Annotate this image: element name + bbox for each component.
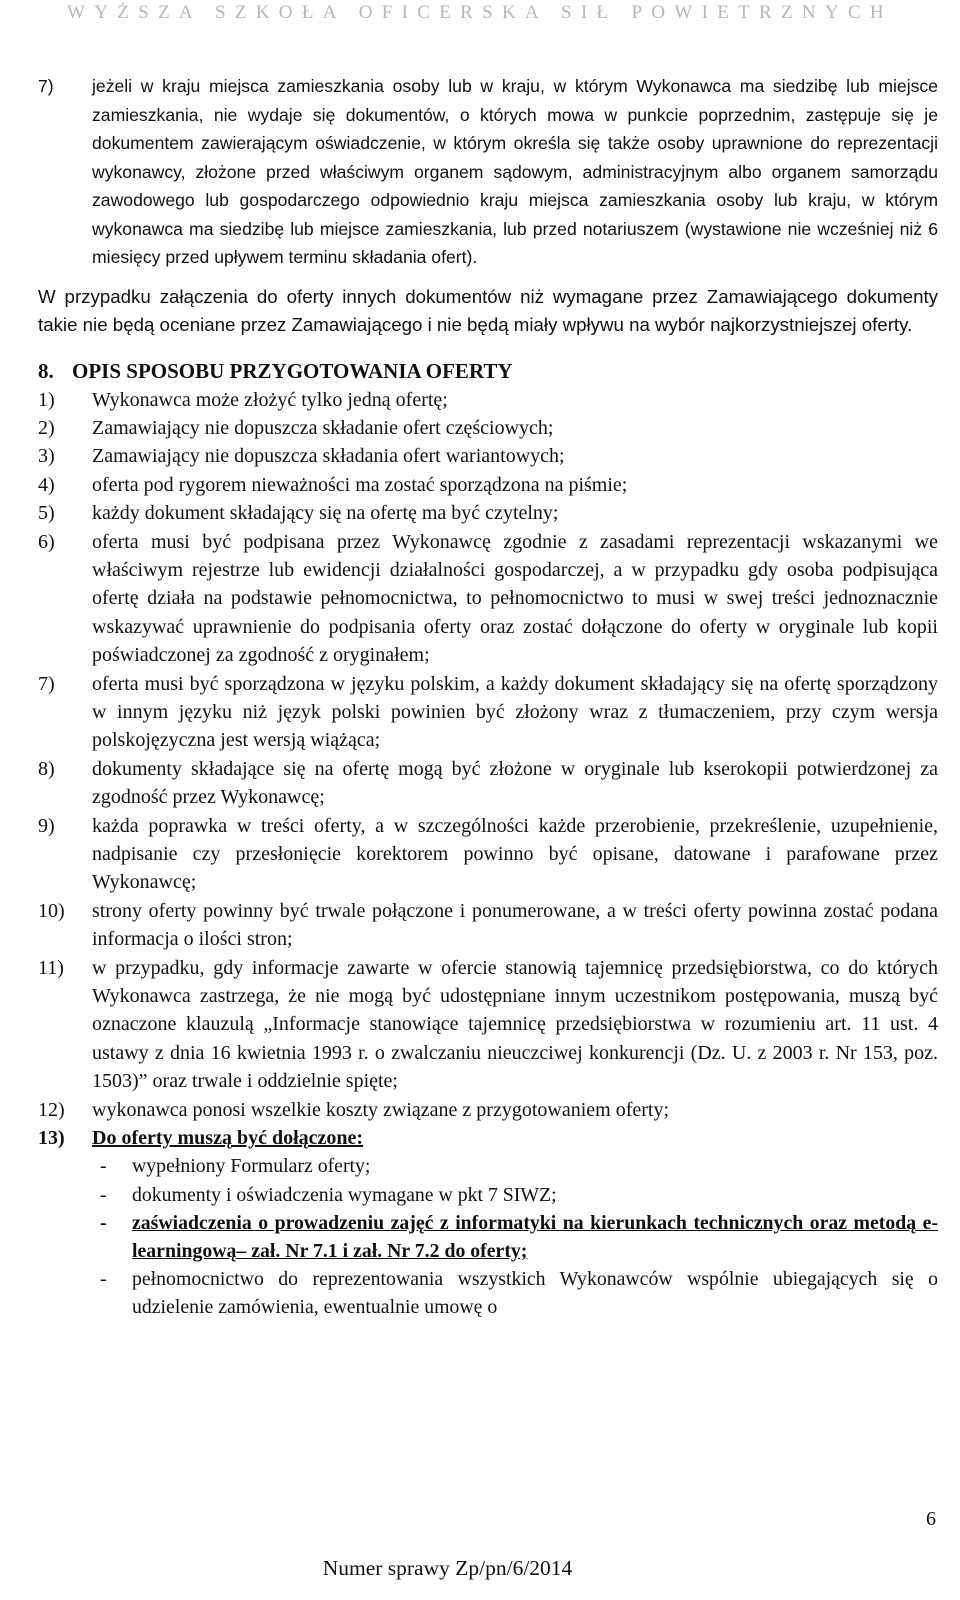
- section-heading: [38, 356, 938, 386]
- page-header: WYŻSZA SZKOŁA OFICERSKA SIŁ POWIETRZNYCH: [67, 2, 893, 23]
- list-text: oferta musi być podpisana przez Wykonawcę zgodnie z zasadami reprezentacji wskazanymi we właściwym rejestrze lub ewidencji działalności gospodarczej, a w przypadku gdy osoba podpisująca ofertę działa na podstawie pełnomocnictwa, to pełnomocnictwo to musi w swej treści jednoznacznie wskazywać uprawnienie do podpisania oferty oraz zostać dołączone do oferty w oryginale lub kopii poświadczonej za zgodność z oryginałem;: [92, 530, 938, 667]
- list-text: w przypadku, gdy informacje zawarte w ofercie stanowią tajemnicę przedsiębiorstwa, co do których Wykonawca zastrzega, że nie mogą być udostępniane innym uczestnikom postępowania, muszą być oznaczone klauzulą „Informacje stanowiące tajemnicę przedsiębiorstwa w rozumieniu art. 11 ust. 4 ustawy z dnia 16 kwietnia 1993 r. o zwalczaniu nieuczciwej konkurencji (Dz. U. z 2003 r. Nr 153, poz. 1503)” oraz trwale i oddzielnie spięte;: [92, 956, 938, 1093]
- list-number: 10): [38, 899, 65, 922]
- section-title: OPIS SPOSOBU PRZYGOTOWANIA OFERTY: [72, 358, 513, 383]
- list-item-3: [38, 442, 938, 470]
- note-paragraph: W przypadku załączenia do oferty innych dokumentów niż wymagane przez Zamawiającego dokumenty takie nie będą oceniane przez Zamawiającego i nie będą miały wpływu na wybór najkorzystniejszej oferty.: [38, 285, 938, 335]
- dash-item-1: [100, 1152, 938, 1180]
- list-item-1: [38, 386, 938, 414]
- list-item-5: [38, 499, 938, 527]
- list-text: Wykonawca może złożyć tylko jedną ofertę;: [92, 388, 448, 411]
- list-text: dokumenty składające się na ofertę mogą być złożone w oryginale lub kserokopii potwierdzonej za zgodność przez Wykonawcę;: [92, 757, 938, 809]
- list-item-12: [38, 1096, 938, 1124]
- list-item-9: [38, 812, 938, 897]
- list-item-13: [38, 1124, 938, 1152]
- document-body: [38, 72, 938, 1322]
- list-text: oferta pod rygorem nieważności ma zostać sporządzona na piśmie;: [92, 473, 628, 496]
- list-text: jeżeli w kraju miejsca zamieszkania osoby lub w kraju, w którym Wykonawca ma siedzibę lub miejsce zamieszkania, nie wydaje się dokumentów, o których mowa w punkcie poprzednim, zastępuje się je dokumentem zawierającym oświadczenie, w którym określa się także osoby uprawnione do reprezentacji wykonawcy, złożone przed właściwym organem sądowym, administracyjnym albo organem samorządu zawodowego lub gospodarczego odpowiednio kraju miejsca zamieszkania osoby lub kraju, w którym wykonawca ma siedzibę lub miejsce zamieszkania, lub przed notariuszem (wystawione nie wcześniej niż 6 miesięcy przed upływem terminu składania ofert).: [92, 76, 938, 267]
- list-number: 13): [38, 1127, 65, 1150]
- list-number: 6): [38, 530, 55, 553]
- dash-text: dokumenty i oświadczenia wymagane w pkt 7 SIWZ;: [132, 1183, 557, 1206]
- list-item-4: [38, 471, 938, 499]
- list-text: każda poprawka w treści oferty, a w szczególności każde przerobienie, przekreślenie, uzupełnienie, nadpisanie czy przesłonięcie korektorem powinno być opisane, datowane i parafowane przez Wykonawcę;: [92, 814, 938, 894]
- list-number: 7): [38, 76, 54, 96]
- dash-item-2: [100, 1181, 938, 1209]
- list-item-7: [38, 670, 938, 755]
- case-number-footer: Numer sprawy Zp/pn/6/2014: [322, 1556, 573, 1580]
- dash-mark: -: [100, 1155, 107, 1178]
- list-number: 2): [38, 416, 55, 439]
- list-number: 12): [38, 1098, 65, 1121]
- list-text: Zamawiający nie dopuszcza składania ofert wariantowych;: [92, 445, 565, 468]
- list-number: 11): [38, 956, 64, 979]
- list-text: oferta musi być sporządzona w języku polskim, a każdy dokument składający się na ofertę sporządzony w innym języku niż język polski powinien być złożony wraz z tłumaczeniem, przy czym wersja polskojęzyczna jest wersją wiążąca;: [92, 672, 938, 752]
- dash-mark: -: [100, 1211, 107, 1234]
- list-text: Zamawiający nie dopuszcza składanie ofert częściowych;: [92, 416, 554, 439]
- list-text: każdy dokument składający się na ofertę ma być czytelny;: [92, 502, 559, 525]
- list-item-2: [38, 414, 938, 442]
- list-number: 5): [38, 502, 55, 525]
- section-list: [38, 386, 938, 1153]
- page-number: 6: [926, 1508, 936, 1530]
- dash-mark: -: [100, 1268, 107, 1291]
- list-number: 3): [38, 445, 55, 468]
- dash-mark: -: [100, 1183, 107, 1206]
- list-text: Do oferty muszą być dołączone:: [92, 1127, 364, 1150]
- list-item-6: [38, 528, 938, 670]
- dash-item-3: [100, 1209, 938, 1265]
- list-item-10: [38, 897, 938, 954]
- dash-text: zaświadczenia o prowadzeniu zajęć z informatyki na kierunkach technicznych oraz metodą e-learningową– zał. Nr 7.1 i zał. Nr 7.2 do oferty;: [132, 1211, 938, 1263]
- list-number: 8): [38, 757, 55, 780]
- list-item-7-prev: [38, 72, 938, 272]
- list-number: 9): [38, 814, 55, 837]
- list-number: 7): [38, 672, 55, 695]
- list-number: 1): [38, 388, 55, 411]
- dash-item-4: [100, 1265, 938, 1321]
- dash-text: wypełniony Formularz oferty;: [132, 1155, 371, 1178]
- section-number: 8.: [38, 358, 54, 383]
- list-number: 4): [38, 473, 55, 496]
- list-text: strony oferty powinny być trwale połączone i ponumerowane, a w treści oferty powinna zostać podana informacja o ilości stron;: [92, 899, 938, 951]
- list-text: wykonawca ponosi wszelkie koszty związane z przygotowaniem oferty;: [92, 1098, 670, 1121]
- list-item-11: [38, 954, 938, 1096]
- dash-text: pełnomocnictwo do reprezentowania wszystkich Wykonawców wspólnie ubiegających się o udzielenie zamówienia, ewentualnie umowę o: [132, 1268, 938, 1319]
- list-item-8: [38, 755, 938, 812]
